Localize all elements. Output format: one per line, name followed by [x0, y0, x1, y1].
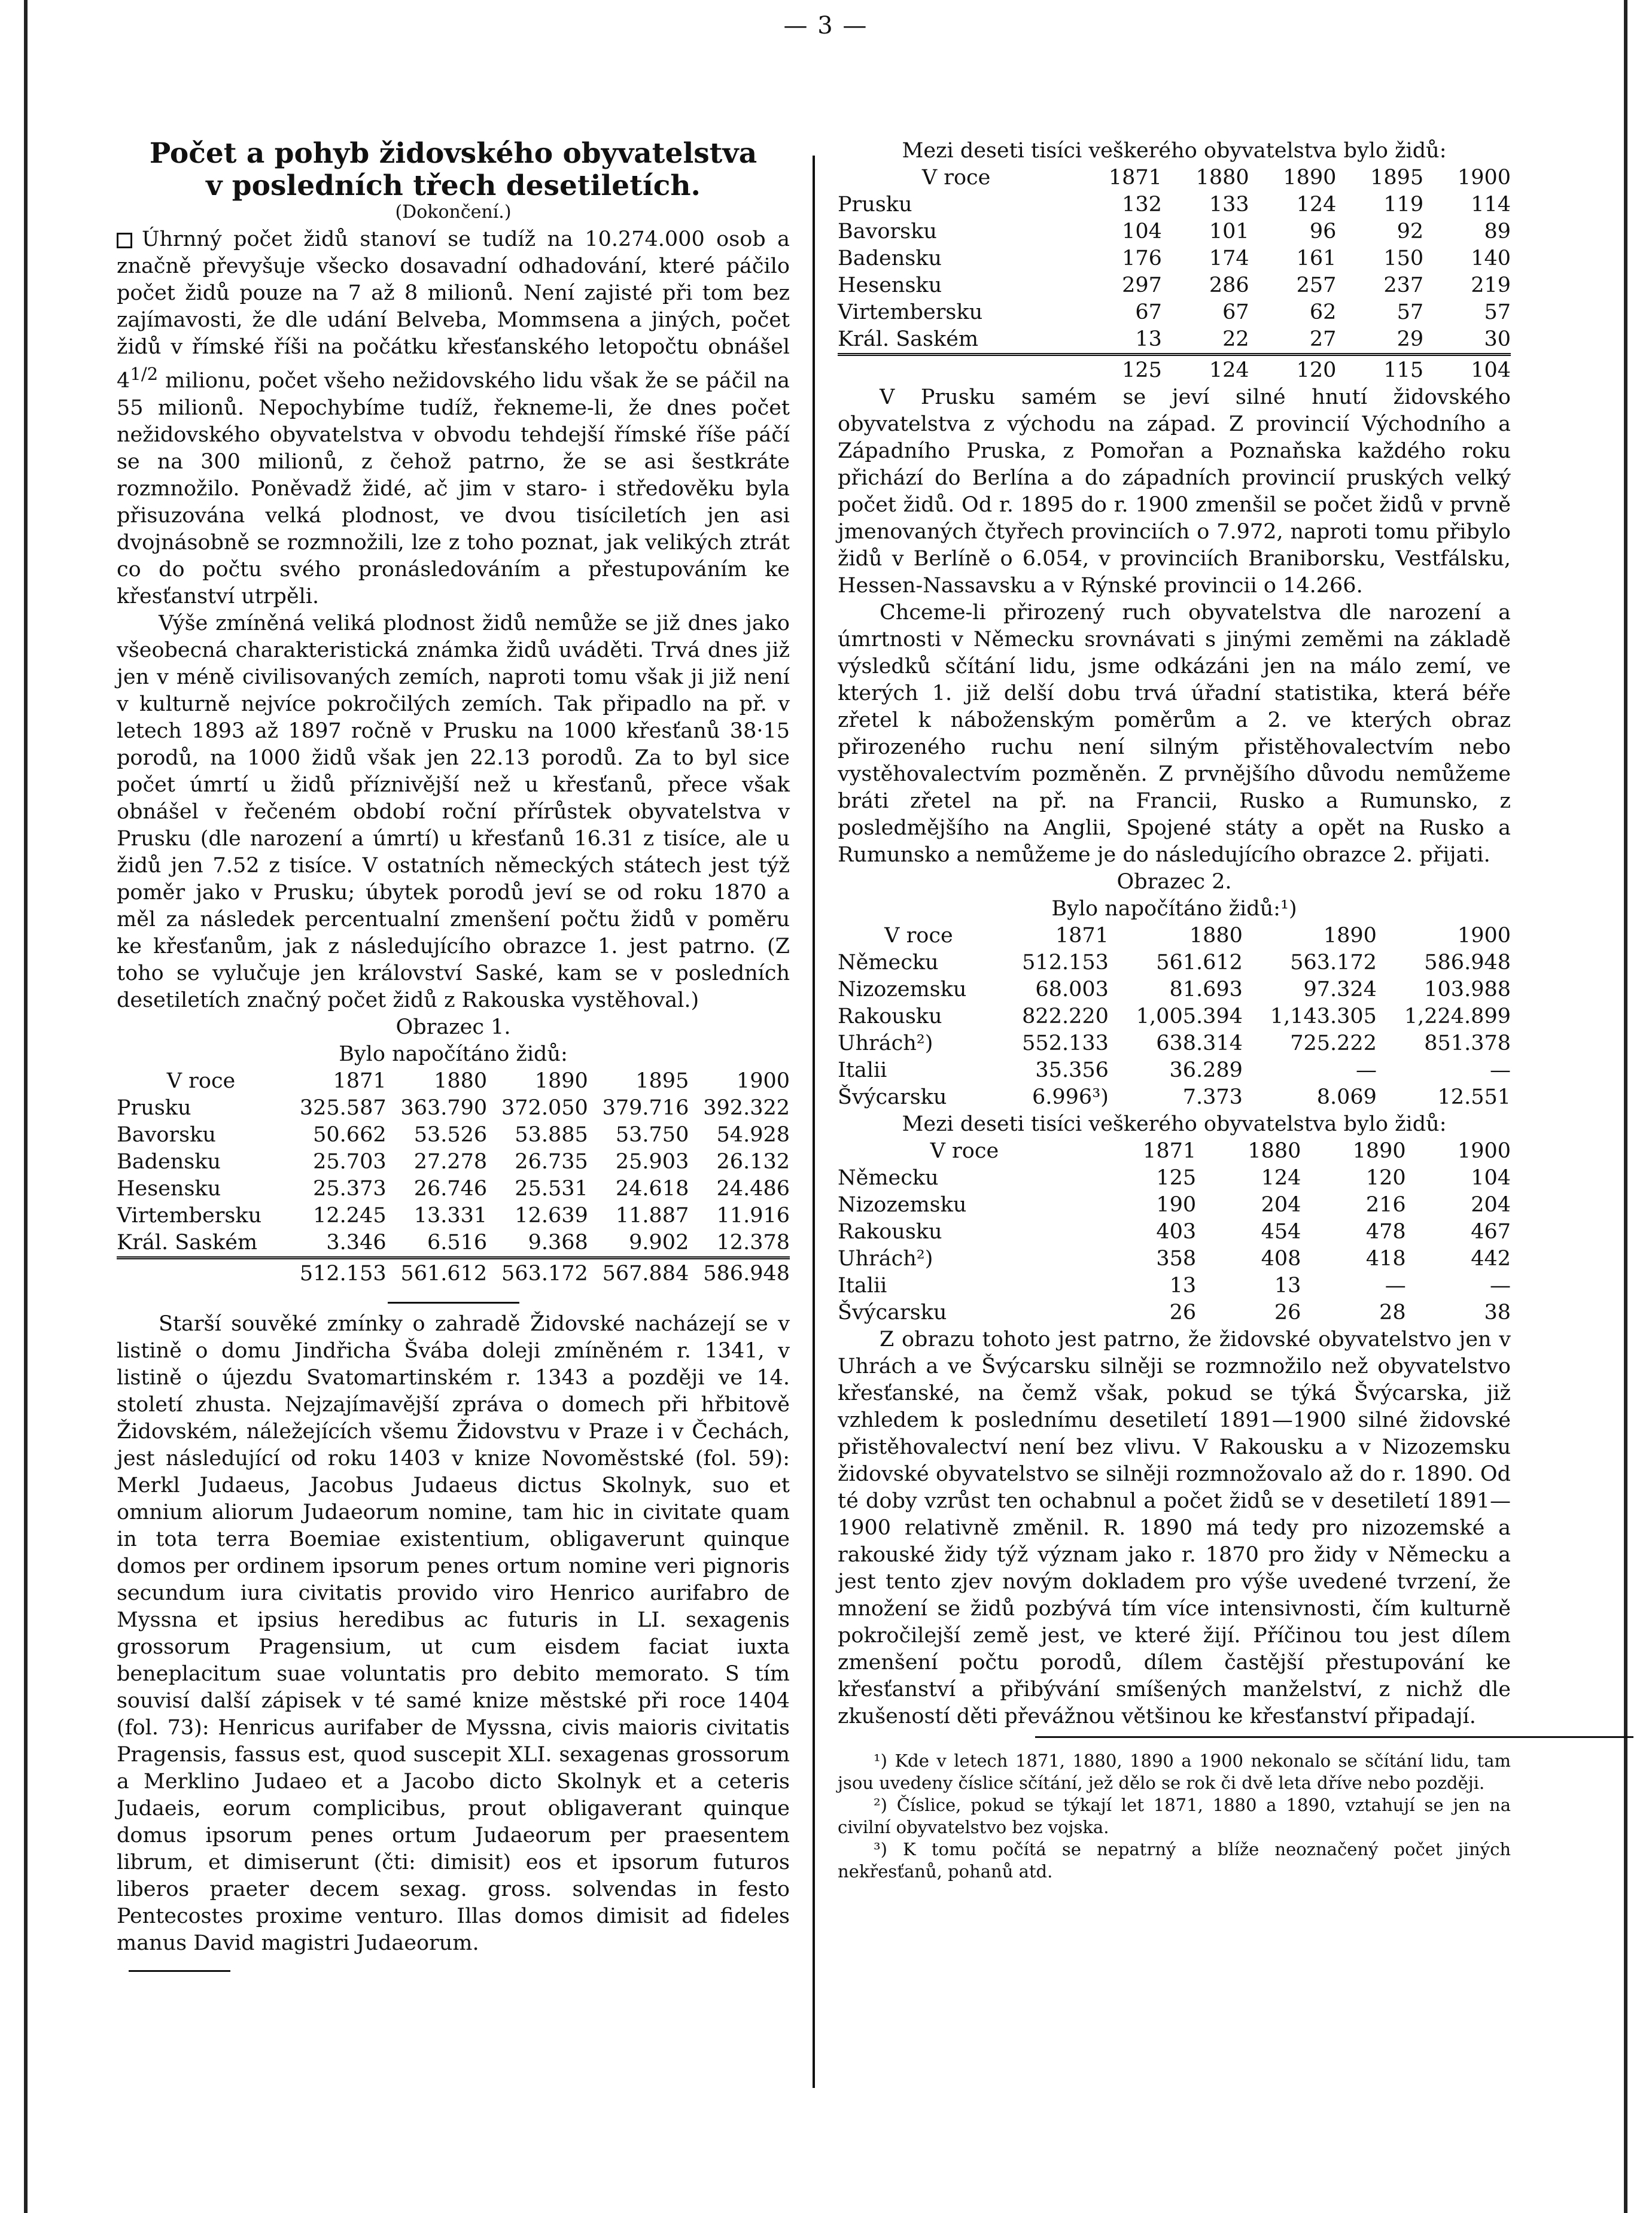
table-row: Prusku 132 133 124 119 114 — [838, 193, 1511, 217]
figure1b-table — [838, 165, 1511, 384]
figure2b-table — [838, 1138, 1511, 1326]
table-row: Rakousku 403 454 478 467 — [838, 1220, 1511, 1244]
table-row: Italii 13 13 — — — [838, 1274, 1511, 1298]
footnotes — [838, 1750, 1511, 1883]
table-row: Nizozemsku 190 204 216 204 — [838, 1193, 1511, 1217]
table-row: Švýcarsku 6.996³) 7.373 8.069 12.551 — [838, 1085, 1511, 1109]
table-row: Uhrách²) 552.133 638.314 725.222 851.378 — [838, 1031, 1511, 1055]
paragraph-1: Úhrnný počet židů stanoví se tudíž na 10.274.000 osob a značně převyšuje všecko dosavadní odhadování, které páčilo počet židů pouze na 7 až 8 milionů. Není zajisté při tom bez zajímavosti, že dle udání Belveba, Mommsena a jiných, počet židů v římské říši na počátku křesťanského letopočtu obnášel $4^{1/2}$ milionu, počet všeho nežidovského lidu však že se páčil na 55 milionů. Nepochybíme tudíž, řekneme-li, že dnes počet nežidovského obyvatelstva v obvodu tehdejší římské říše páčí se na 300 milionů, z čehož patrno, že se asi šestkráte rozmnožilo. Poněvadž židé, ač jim v staro- i středověku byla přisuzována velká plodnost, ve dvou tisíciletích jen asi dvojnásobně se rozmnožili, lze z toho poznat, jak velikých ztrát co do počtu svého pronásledováním a přestupováním ke křesťanství utrpěli. — [117, 227, 790, 608]
figure2-subcaption: Bylo napočítáno židů:¹) — [1051, 897, 1297, 921]
table-row: Švýcarsku 26 26 28 38 — [838, 1301, 1511, 1325]
paragraph-6: Z obrazu tohoto jest patrno, že židovské obyvatelstvo jen v Uhrách a ve Švýcarsku silněji se rozmnožilo než obyvatelstvo křesťanské, na čemž však, pokud se týká Švýcarska, již vzhledem k poslednímu desetiletí 1891—1900 silné židovské přistěhovalectví není bez vlivu. V Rakousku a v Nizozemsku židovské obyvatelstvo se silněji rozmnožovalo až do r. 1890. Od té doby vzrůst ten ochabnul a počet židů se v desetiletí 1891—1900 relativně změnil. R. 1890 má tedy pro nizozemské a rakouské židy týž význam jako r. 1870 pro židy v Německu a jest tento zjev novým dokladem pro výše uvedené tvrzení, že množení se židů pozbývá tím více intensivnosti, čím kulturně pokročilejší země jest, ve které žijí. Příčinou tou jest dílem zmenšení počtu porodů, dílem častější přestupování ke křesťanství a přibývání smíšených manželství, z nichž dle zkušeností děti převážnou většinou ke křesťanství připadají. — [838, 1328, 1511, 1728]
table-row: Německu 125 124 120 104 — [838, 1166, 1511, 1190]
table-row: Virtembersku 67 67 62 57 57 — [838, 300, 1511, 324]
table-row: Bavorsku 50.662 53.526 53.885 53.750 54.928 — [117, 1122, 790, 1147]
figure1-caption: Obrazec 1. — [395, 1015, 511, 1039]
table-row: Italii 35.356 36.289 — — — [838, 1058, 1511, 1082]
section-marker-icon — [117, 233, 132, 248]
table-header: V roce 1871 1880 1890 1895 1900 — [166, 1069, 790, 1093]
table-row: Virtembersku 12.245 13.331 12.639 11.887 11.916 — [117, 1203, 790, 1228]
left-column — [117, 138, 790, 1984]
figure2-table — [838, 923, 1511, 1111]
table-row: Badensku 25.703 27.278 26.735 25.903 26.132 — [117, 1149, 790, 1174]
paragraph-4: V Prusku samém se jeví silné hnutí židovského obyvatelstva z východu na západ. Z provincií Východního a Západního Pruska, z Pomořan a Poznaňska každého roku přichází do Berlína a do západních provincií pruských velký počet židů. Od r. 1895 do r. 1900 zmenšil se počet židů v prvně jmenovaných čtyřech provinciích o 7.972, naproti tomu přibylo židů v Berlíně o 6.054, v provinciích Braniborsku, Vestfálsku, Hessen-Nassavsku a v Rýnské provincii o 14.266. — [838, 385, 1511, 598]
footnote-2: ²) Číslice, pokud se týkají let 1871, 1880 a 1890, vztahují se jen na civilní obyvatelstvo bez vojska. — [838, 1795, 1511, 1837]
table-row: Německu 512.153 561.612 563.172 586.948 — [838, 951, 1511, 975]
table-row: Badensku 176 174 161 150 140 — [838, 246, 1511, 270]
paragraph-2: Výše zmíněná veliká plodnost židů nemůže se již dnes jako všeobecná charakteristická známka židů uváděti. Trvá dnes již jen v méně civilisovaných zemích, naproti tomu však ji již není v kulturně nejvíce pokročilých zemích. Tak připadlo na př. v letech 1893 až 1897 ročně v Prusku na 1000 křesťanů 38·15 porodů, na 1000 židů však jen 22.13 porodů. Za to byl sice počet úmrtí u židů příznivější než u křesťanů, přece však obnášel v řečeném období roční přírůstek obyvatelstva v Prusku (dle narození a úmrtí) u křesťanů 16.31 z tisíce, ale u židů jen 7.52 z tisíce. V ostatních německých státech jest týž poměr jako v Prusku; úbytek porodů jeví se od roku 1870 a měl za následek percentualní zmenšení počtu židů v poměru ke křesťanům, jak z následujícího obrazce 1. jest patrno. (Z toho se vylučuje jen království Saské, kam se v posledních desetiletích značný počet židů z Rakouska vystěhoval.) — [117, 611, 790, 1012]
paragraph-5: Chceme-li přirozený ruch obyvatelstva dle narození a úmrtnosti v Německu srovnávati s jinými zeměmi na základě výsledků sčítání lidu, jsme odkázáni jen na málo zemí, ve kterých 1. již delší dobu trvá úřadní statistika, která béře zřetel k náboženským poměrům a 2. ve kterých obraz přirozeného ruchu není silným přistěhovalectvím nebo vystěhovalectvím pozměněn. Z prvnějšího důvodu nemůžeme bráti zřetel na př. na Francii, Rusko a Rumunsko, z posledmějšího na Anglii, Spojené státy a opět na Rusko a Rumunsko a nemůžeme je do následujícího obrazce 2. přijati. — [838, 601, 1511, 867]
figure2b-caption: Mezi deseti tisíci veškerého obyvatelstva bylo židů: — [902, 1112, 1447, 1136]
footnote-separator — [1035, 1736, 1633, 1738]
figure1-table — [117, 1068, 790, 1287]
table-row: Král. Saském 13 22 27 29 30 — [838, 327, 1511, 351]
end-rule — [129, 1970, 230, 1972]
fraction: 1/2 — [130, 364, 159, 384]
table-row: Uhrách²) 358 408 418 442 — [838, 1247, 1511, 1271]
table-row: Rakousku 822.220 1,005.394 1,143.305 1,224.899 — [838, 1004, 1511, 1028]
page-body — [117, 72, 1511, 2130]
table-total-row: 512.153 561.612 563.172 567.884 586.948 — [117, 1258, 790, 1287]
column-divider — [813, 156, 815, 2088]
table-header: V roce 1871 1880 1890 1895 1900 — [921, 166, 1511, 190]
right-column — [838, 138, 1511, 1883]
table-row: Král. Saském 3.346 6.516 9.368 9.902 12.378 — [117, 1230, 790, 1255]
section-divider — [388, 1302, 519, 1304]
figure1b-caption: Mezi deseti tisíci veškerého obyvatelstva bylo židů: — [902, 139, 1447, 163]
table-total-row: 125 124 120 115 104 — [838, 355, 1511, 385]
table-row: Hesensku 25.373 26.746 25.531 24.618 24.486 — [117, 1176, 790, 1201]
paragraph-3: Starší souvěké zmínky o zahradě Židovské nacházejí se v listině o domu Jindřicha Švába doleji zmíněném r. 1341, v listině o újezdu Svatomartinském r. 1343 a později ve 14. století zhusta. Nejzajímavější zpráva o domech při hřbitově Židovském, náležejících všemu Židovstvu v Praze i v Čechách, jest následující od roku 1403 v knize Novoměstské (fol. 59): Merkl Judaeus, Jacobus Judaeus dictus Skolnyk, suo et omnium aliorum Judaeorum nomine, tam hic in civitate quam in tota terra Boemiae existentium, obligaverunt quinque domos per ordinem ipsorum penes ortum nomine veri pignoris secundum iura civitatis provido viro Henrico aurifabro de Myssna et ipsius heredibus ac futuris in LI. sexagenis grossorum Pragensium, ut cum eisdem faciat iuxta beneplacitum suae voluntatis pro debito memorato. S tím souvisí další zápisek v té samé knize městské při roce 1404 (fol. 73): Henricus aurifaber de Myssna, civis maioris civitatis Pragensis, fassus est, quod suscepit XLI. sexagenas grossorum a Merklino Judaeo et a Jacobo dicto Skolnyk et a ceteris Judaeis, eorum complicibus, prout obligaverant quinque domus ipsorum penes ortum Judaeorum per praesentem librum, et dimiserunt (čti: dimisit) eos et ipsorum futuros liberos praeter decem sexag. gross. solvendas in festo Pentecostes proxime venturo. Illas domos dimisit ad fideles manus David magistri Judaeorum. — [117, 1311, 790, 1955]
article-title: Počet a pohyb židovského obyvatelstva v posledních třech desetiletích. — [149, 137, 757, 202]
figure2-caption: Obrazec 2. — [1116, 870, 1232, 894]
table-row: Prusku 325.587 363.790 372.050 379.716 392.322 — [117, 1095, 790, 1120]
footnote-1: ¹) Kde v letech 1871, 1880, 1890 a 1900 nekonalo se sčítání lidu, tam jsou uvedeny číslice sčítání, jež dělo se rok či dvě leta dříve nebo později. — [838, 1751, 1511, 1793]
table-header: V roce 1871 1880 1890 1900 — [930, 1139, 1511, 1163]
table-row: Nizozemsku 68.003 81.693 97.324 103.988 — [838, 978, 1511, 1002]
table-row: Bavorsku 104 101 96 92 89 — [838, 220, 1511, 243]
page-number: — 3 — — [783, 12, 868, 39]
figure1-subcaption: Bylo napočítáno židů: — [339, 1042, 568, 1066]
table-row: Hesensku 297 286 257 237 219 — [838, 273, 1511, 297]
table-header: V roce 1871 1880 1890 1900 — [884, 924, 1511, 948]
continued-note: (Dokončení.) — [395, 202, 512, 223]
footnote-3: ³) K tomu počítá se nepatrný a blíže neoznačený počet jiných nekřesťanů, pohanů atd. — [838, 1839, 1511, 1882]
